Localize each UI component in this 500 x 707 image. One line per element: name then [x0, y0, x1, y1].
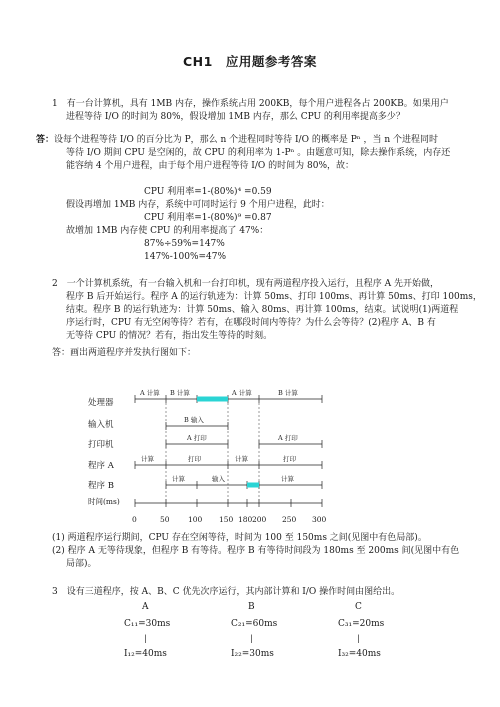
time-tick-label: 50 [160, 515, 170, 524]
answer-2-item: 局部)。 [66, 559, 97, 569]
answer-2-intro: 答：画出两道程序并发执行图如下： [52, 348, 197, 358]
calc-line: 假设再增加 1MB 内存，系统中可同时运行 9 个用户进程，此时： [66, 200, 330, 210]
question-3: 3 设有三道程序，按 A、B、C 优先次序运行，其内部计算和 I/O 操作时间由图给出。 [52, 587, 401, 597]
program-io-time: I₃₂=40ms [338, 649, 381, 659]
answer-label: 答： [36, 135, 55, 145]
time-tick-label: 150 [219, 515, 234, 524]
program-io-time: I₂₂=30ms [231, 649, 274, 659]
segment-label: 打印 [283, 455, 296, 463]
segment-label: 输入 [212, 475, 225, 483]
program-compute-time: C₁₁=30ms [124, 619, 171, 629]
question-2-line: 序运行时，CPU 有无空闲等待？若有，在哪段时间内等待？为什么会等待？(2)程序 A、B 有 [66, 318, 436, 328]
row-label-cpu: 处理器 [88, 398, 114, 408]
program-name: C [355, 602, 362, 612]
question-1-line: 1 有一台计算机，具有 1MB 内存，操作系统占用 200KB，每个用户进程各占 200KB。如果用户 [52, 99, 449, 109]
row-label-time: 时间(ms) [88, 497, 120, 506]
calc-line: CPU 利用率=1-(80%)⁴ =0.59 [144, 187, 272, 197]
time-tick-label: 0 [132, 515, 137, 524]
program-compute-time: C₃₁=20ms [338, 619, 385, 629]
program-connector: | [250, 634, 253, 643]
time-tick-label: 180 [238, 515, 253, 524]
time-tick-label: 100 [188, 515, 203, 524]
segment-label: B 计算 [278, 389, 298, 397]
program-connector: | [357, 634, 360, 643]
time-tick-label: 250 [282, 515, 297, 524]
answer-2-item: (2) 程序 A 无等待现象，但程序 B 有等待。程序 B 有等待时间段为 180ms 至 200ms 间(见图中有色 [52, 546, 460, 556]
row-label-input: 输入机 [88, 420, 114, 430]
row-label-printer: 打印机 [88, 440, 114, 450]
question-2-line: 无等待 CPU 的情况？若有，指出发生等待的时刻。 [66, 331, 273, 341]
answer-1-line: 能容纳 4 个用户进程，由于每个用户进程等待 I/O 的时间为 80%，故： [66, 161, 355, 171]
question-1-line: 进程等待 I/O 的时间为 80%，假设增加 1MB 内存，那么 CPU 的利用率提高多少？ [66, 112, 405, 122]
program-name: A [142, 602, 149, 612]
page-title: CH1 应用题参考答案 [183, 54, 317, 69]
program-name: B [248, 602, 255, 612]
program-b-wait-highlight [247, 483, 259, 488]
row-label-program-a: 程序 A [88, 461, 114, 471]
answer-2 [52, 532, 459, 571]
question-2-line: 2 一个计算机系统，有一台输入机和一台打印机，现有两道程序投入运行，且程序 A 先开始做， [52, 279, 439, 289]
calc-line: 147%-100%=47% [144, 252, 227, 262]
calc-line: 故增加 1MB 内存使 CPU 的利用率提高了 47%： [66, 226, 269, 236]
segment-label: 计算 [172, 475, 185, 483]
program-compute-time: C₂₁=60ms [231, 619, 278, 629]
cpu-idle-highlight [197, 397, 228, 402]
answer-1-line: 等待 I/O 期间 CPU 是空闲的，故 CPU 的利用率为 1-Pⁿ 。由题意可知，除去操作系统，内存还 [66, 148, 451, 158]
segment-label: A 计算 [140, 389, 160, 397]
calc-line: CPU 利用率=1-(80%)⁹ =0.87 [144, 213, 272, 223]
segment-label: 计算 [141, 455, 154, 463]
question-2-line: 结束。程序 B 的运行轨迹为：计算 50ms、输入 80ms、再计算 100ms，结束。试说明(1)两道程 [66, 305, 459, 315]
segment-label: 打印 [188, 455, 201, 463]
calc-line: 87%÷59%=147% [144, 239, 225, 249]
program-io-time: I₁₂=40ms [124, 649, 167, 659]
time-tick-label: 300 [312, 515, 327, 524]
segment-label: 计算 [281, 475, 294, 483]
row-label-program-b: 程序 B [88, 481, 114, 491]
segment-label: A 打印 [278, 434, 298, 442]
answer-1-line: 设每个进程等待 I/O 的百分比为 P，那么 n 个进程同时等待 I/O 的概率是 Pⁿ ，当 n 个进程同时 [54, 135, 439, 145]
time-tick-label: 200 [252, 515, 267, 524]
segment-label: A 打印 [187, 434, 207, 442]
segment-label: 计算 [235, 455, 248, 463]
program-connector: | [144, 634, 147, 643]
question-2-line: 程序 B 后开始运行。程序 A 的运行轨迹为：计算 50ms、打印 100ms、再计算 50ms、打印 100ms， [66, 292, 482, 302]
segment-label: A 计算 [232, 389, 252, 397]
segment-label: B 输入 [184, 416, 204, 424]
segment-label: B 计算 [170, 389, 190, 397]
answer-2-item: (1) 两道程序运行期间，CPU 存在空闲等待，时间为 100 至 150ms 之间(见图中有色局部)。 [52, 533, 427, 543]
